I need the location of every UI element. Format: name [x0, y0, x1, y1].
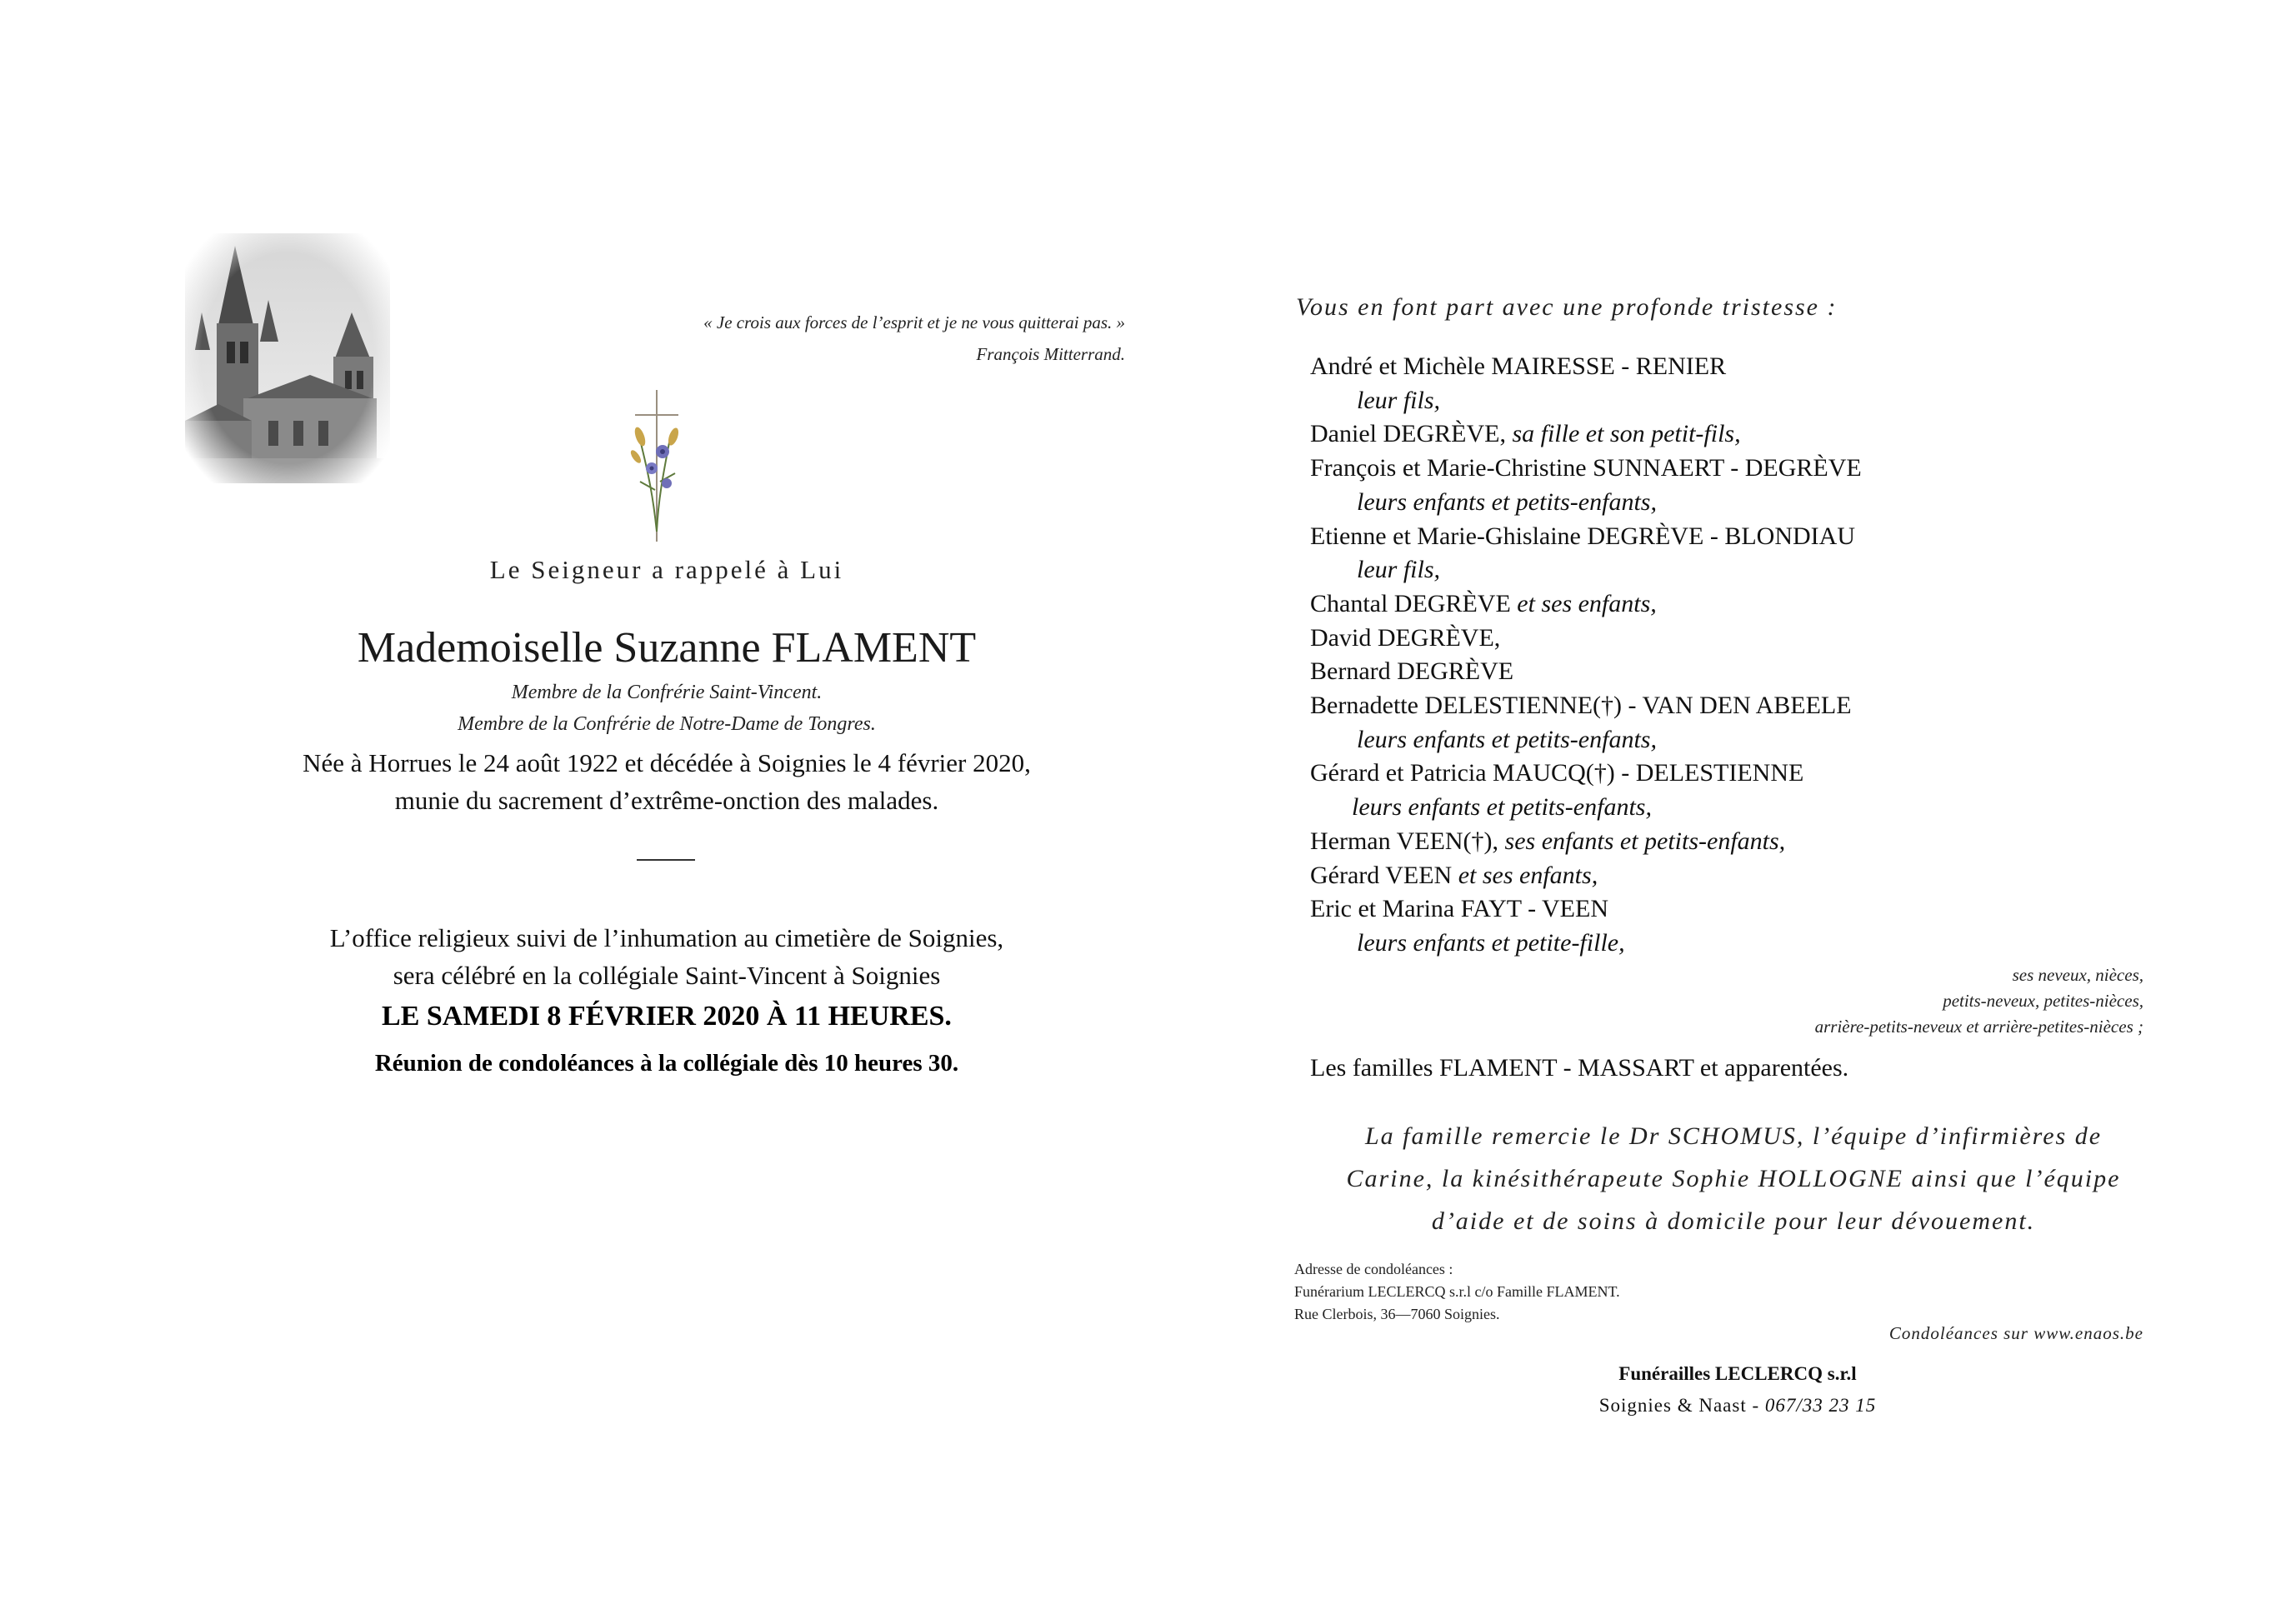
family-member: Etienne et Marie-Ghislaine DEGRÈVE - BLONDIAU	[1310, 522, 1855, 550]
family-member: André et Michèle MAIRESSE - RENIER	[1310, 352, 1727, 380]
birth-death-line: Née à Horrues le 24 août 1922 et décédée à Soignies le 4 février 2020,	[303, 748, 1031, 777]
family-member: Gérard VEEN et ses enfants,	[1310, 861, 1598, 889]
family-member: Gérard et Patricia MAUCQ(†) - DELESTIENNE	[1310, 759, 1804, 787]
service-info	[167, 919, 1167, 994]
family-member: François et Marie-Christine SUNNAERT - DEGRÈVE	[1310, 454, 1862, 482]
family-member: David DEGRÈVE,	[1310, 623, 1501, 652]
divider	[637, 859, 695, 861]
membership-line: Membre de la Confrérie Saint-Vincent.	[511, 682, 823, 703]
birth-death-info	[167, 744, 1167, 819]
relatives-line: arrière-petits-neveux et arrière-petites-nièces ;	[1814, 1017, 2143, 1037]
thanks-line: La famille remercie le Dr SCHOMUS, l’équipe d’infirmières de	[1364, 1122, 2103, 1150]
condolence-address	[1294, 1258, 1620, 1326]
family-descendants: leurs enfants et petite-fille,	[1357, 928, 1625, 957]
relatives	[1583, 962, 2143, 1040]
church-photo	[185, 233, 390, 483]
birth-death-line: munie du sacrement d’extrême-onction des malades.	[394, 786, 939, 815]
funeral-home-locations: Soignies & Naast -	[1598, 1395, 1765, 1416]
funeral-home-phone: 067/33 23 15	[1764, 1395, 1877, 1416]
memberships	[167, 677, 1167, 740]
condolence-reception: Réunion de condoléances à la collégiale dès 10 heures 30.	[374, 1050, 959, 1077]
family-list	[1310, 350, 2177, 961]
address-line: Rue Clerbois, 36—7060 Soignies.	[1294, 1306, 1500, 1322]
service-line: L’office religieux suivi de l’inhumation au cimetière de Soignies,	[329, 923, 1004, 952]
epigraph-quote	[467, 307, 1125, 370]
membership-line: Membre de la Confrérie de Notre-Dame de Tongres.	[458, 713, 876, 735]
family-descendants: leurs enfants et petits-enfants,	[1357, 725, 1657, 753]
family-member: Eric et Marina FAYT - VEEN	[1310, 895, 1608, 923]
thanks-line: Carine, la kinésithérapeute Sophie HOLLOGNE ainsi que l’équipe	[1346, 1165, 2121, 1192]
address-line: Adresse de condoléances :	[1294, 1261, 1453, 1277]
family-member: Bernard DEGRÈVE	[1310, 657, 1514, 686]
family-descendants: leur fils,	[1357, 386, 1441, 414]
condolence-website: Condoléances sur www.enaos.be	[1888, 1323, 2143, 1343]
family-descendants: leurs enfants et petits-enfants,	[1357, 487, 1657, 516]
family-member: Bernadette DELESTIENNE(†) - VAN DEN ABEELE	[1310, 692, 1852, 720]
funeral-date: LE SAMEDI 8 FÉVRIER 2020 À 11 HEURES.	[382, 1001, 952, 1032]
funeral-home-contact	[1417, 1395, 2058, 1417]
family-member: Herman VEEN(†), ses enfants et petits-enfants,	[1310, 827, 1786, 855]
thanks-paragraph	[1288, 1115, 2179, 1242]
address-line: Funérarium LECLERCQ s.r.l c/o Famille FLAMENT.	[1294, 1283, 1620, 1300]
cross-with-flowers-icon	[615, 390, 698, 542]
quote-text: « Je crois aux forces de l’esprit et je ne vous quitterai pas. »	[703, 312, 1125, 332]
funeral-home-name: Funérailles LECLERCQ s.r.l	[1618, 1363, 1857, 1384]
deceased-name: Mademoiselle Suzanne FLAMENT	[357, 624, 977, 672]
intro-line: Le Seigneur a rappelé à Lui	[489, 555, 844, 584]
thanks-line: d’aide et de soins à domicile pour leur dévouement.	[1431, 1207, 2036, 1235]
other-families: Les familles FLAMENT - MASSART et apparentées.	[1310, 1054, 1849, 1082]
family-member: Daniel DEGRÈVE, sa fille et son petit-fils,	[1310, 420, 1741, 448]
relatives-line: ses neveux, nièces,	[2012, 965, 2143, 985]
family-descendants: leurs enfants et petits-enfants,	[1352, 793, 1652, 822]
family-member: Chantal DEGRÈVE et ses enfants,	[1310, 589, 1657, 617]
announcement-heading: Vous en font part avec une profonde tristesse :	[1296, 293, 1838, 321]
service-line: sera célébré en la collégiale Saint-Vincent à Soignies	[393, 961, 941, 990]
relatives-line: petits-neveux, petites-nièces,	[1943, 991, 2143, 1011]
quote-author: François Mitterrand.	[976, 344, 1125, 364]
family-descendants: leur fils,	[1357, 556, 1441, 584]
